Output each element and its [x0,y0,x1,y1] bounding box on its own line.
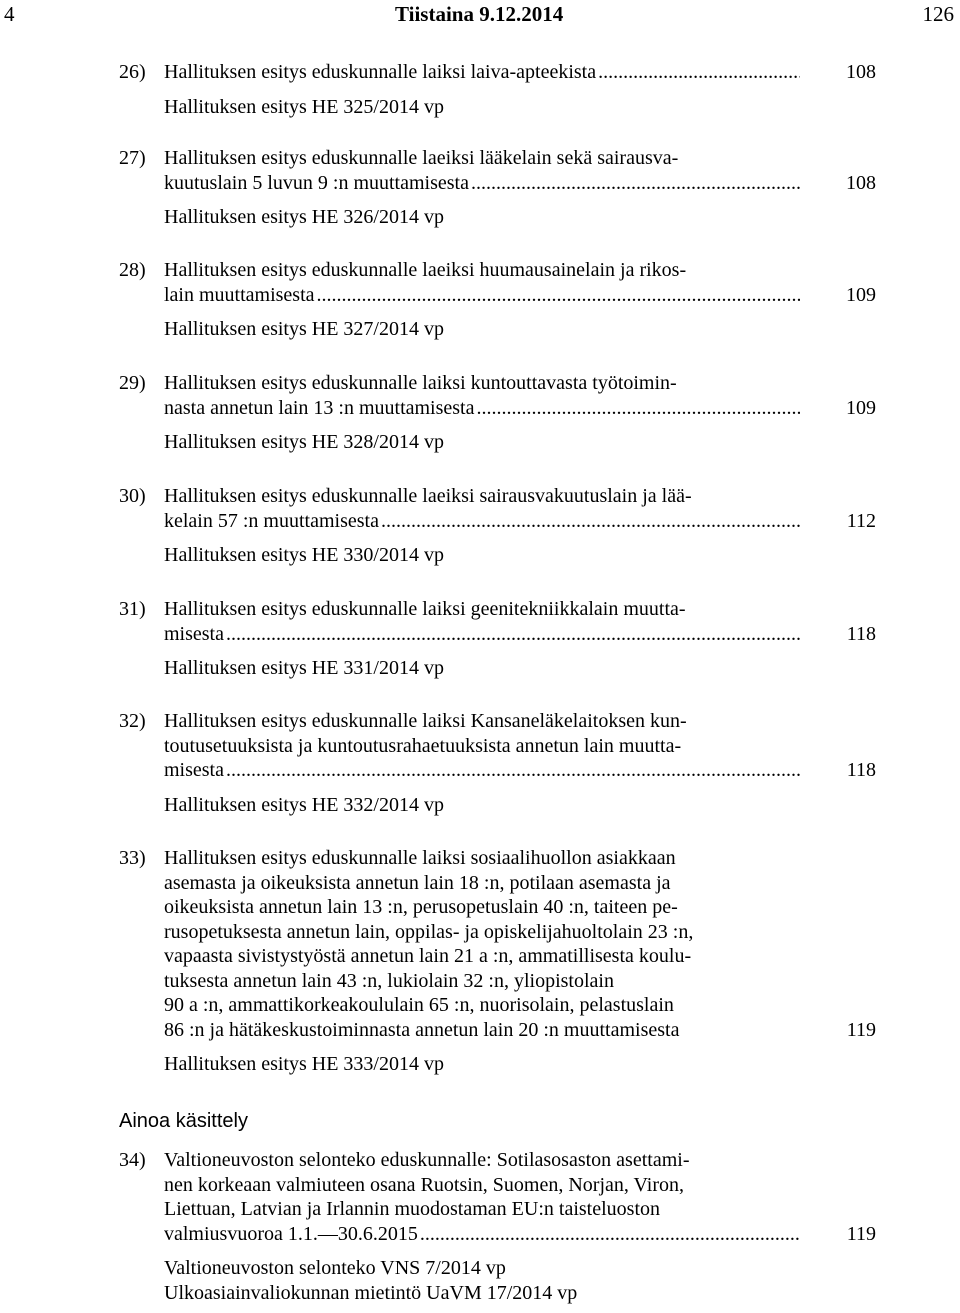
item-title-line: Hallituksen esitys eduskunnalle laiksi kuntouttavasta työtoimin- [164,372,677,394]
agenda-item [119,60,876,119]
item-title-last-line [164,509,800,534]
item-title [164,597,800,646]
leader-dots [226,758,800,783]
item-title-line: misesta [164,622,224,645]
page-number-left: 4 [4,2,15,26]
item-title-line: Hallituksen esitys eduskunnalle laiksi Kansaneläkelaitoksen kun- [164,710,687,732]
item-title [164,146,800,195]
item-page-number: 118 [846,759,876,781]
item-title-line: nen korkeaan valmiuteen osana Ruotsin, Suomen, Norjan, Viron, [164,1173,684,1196]
item-page-number: 109 [846,284,876,306]
item-title-line: oikeuksista annetun lain 13 :n, perusopetuslain 40 :n, taiteen pe- [164,896,678,918]
item-title [164,258,800,307]
item-title-line: nasta annetun lain 13 :n muuttamisesta [164,396,475,419]
item-page-number: 108 [846,172,876,194]
item-title-line: rusopetuksesta annetun lain, oppilas- ja opiskelijahuoltolain 23 :n, [164,920,694,943]
item-title-line: Hallituksen esitys eduskunnalle laeiksi huumausainelain ja rikos- [164,259,687,281]
agenda-item [119,484,876,568]
item-reference: Valtioneuvoston selonteko VNS 7/2014 vp [164,1257,506,1279]
item-page-number: 112 [846,510,876,532]
item-title-last-line [164,171,800,196]
item-reference: Hallituksen esitys HE 333/2014 vp [164,1053,444,1075]
item-number: 29) [119,372,146,394]
leader-dots [226,622,800,647]
section-heading: Ainoa käsittely [119,1110,248,1132]
item-title-last-line [164,396,800,421]
item-number: 28) [119,259,146,281]
agenda-item [119,709,876,817]
leader-dots [381,509,800,534]
item-references [164,543,876,568]
item-reference: Hallituksen esitys HE 331/2014 vp [164,657,444,679]
item-title-line: Hallituksen esitys eduskunnalle laiksi laiva-apteekista [164,61,597,83]
item-number: 32) [119,710,146,732]
item-title-line: lain muuttamisesta [164,283,315,306]
item-title-line: kelain 57 :n muuttamisesta [164,509,379,532]
agenda-item [119,1148,876,1305]
leader-dots [598,60,800,85]
item-title-last-line [164,60,800,85]
item-page-number: 118 [846,623,876,645]
agenda-item [119,846,876,1077]
item-references [164,793,876,818]
item-references [164,1256,876,1305]
item-title-line: Hallituksen esitys eduskunnalle laeiksi sairausvakuutuslain ja lää- [164,485,692,507]
leader-dots [477,396,801,421]
item-references [164,95,876,120]
page-number-right: 126 [922,2,954,26]
item-title-line: Hallituksen esitys eduskunnalle laeiksi lääkelain sekä sairausva- [164,147,679,169]
item-title-line: kuutuslain 5 luvun 9 :n muuttamisesta [164,171,469,194]
item-title-line: vapaasta sivistystyöstä annetun lain 21 a :n, ammatillisesta koulu- [164,945,692,967]
leader-dots [471,171,800,196]
item-number: 30) [119,485,146,507]
item-title-line: Hallituksen esitys eduskunnalle laiksi geenitekniikkalain muutta- [164,598,686,620]
agenda-item [119,258,876,342]
item-title-line: Liettuan, Latvian ja Irlannin muodostaman EU:n taisteluoston [164,1198,660,1220]
item-title-line: tuksesta annetun lain 43 :n, lukiolain 32 :n, yliopistolain [164,969,614,992]
item-title [164,371,800,420]
item-title-line: Valtioneuvoston selonteko eduskunnalle: Sotilasosaston asettami- [164,1149,690,1171]
item-title-last-line [164,283,800,308]
item-title [164,484,800,533]
item-number: 27) [119,147,146,169]
item-number: 31) [119,598,146,620]
item-title-last-line [164,1018,800,1043]
page-date-heading: Tiistaina 9.12.2014 [395,2,564,26]
item-title-line: misesta [164,759,224,781]
item-title-line: asemasta ja oikeuksista annetun lain 18 :n, potilaan asemasta ja [164,871,671,894]
item-title [164,709,800,783]
leader-dots [420,1222,800,1247]
item-title-last-line [164,1222,800,1247]
item-references [164,430,876,455]
item-title-line: 86 :n ja hätäkeskustoiminnasta annetun lain 20 :n muuttamisesta [164,1018,680,1041]
item-references [164,317,876,342]
item-title-line: valmiusvuoroa 1.1.—30.6.2015 [164,1222,418,1245]
item-reference: Hallituksen esitys HE 326/2014 vp [164,206,444,228]
leader-dots [317,283,800,308]
item-number: 33) [119,847,146,869]
item-title-line: 90 a :n, ammattikorkeakoululain 65 :n, nuorisolain, pelastuslain [164,994,674,1016]
agenda-item [119,146,876,230]
item-title-last-line [164,758,800,783]
item-reference: Hallituksen esitys HE 328/2014 vp [164,431,444,453]
item-page-number: 108 [846,61,876,83]
item-reference: Hallituksen esitys HE 330/2014 vp [164,544,444,566]
agenda-item [119,597,876,681]
item-title [164,60,800,85]
agenda-item [119,371,876,455]
item-page-number: 119 [846,1019,876,1041]
item-references [164,205,876,230]
item-number: 26) [119,61,146,83]
item-page-number: 109 [846,397,876,419]
item-reference: Hallituksen esitys HE 332/2014 vp [164,793,444,816]
item-title-line: toutusetuuksista ja kuntoutusrahaetuuksista annetun lain muutta- [164,734,682,757]
item-title-line: Hallituksen esitys eduskunnalle laiksi sosiaalihuollon asiakkaan [164,847,676,869]
item-page-number: 119 [846,1223,876,1245]
item-reference: Hallituksen esitys HE 325/2014 vp [164,95,444,118]
item-reference: Ulkoasiainvaliokunnan mietintö UaVM 17/2014 vp [164,1281,578,1304]
item-references [164,656,876,681]
item-references [164,1052,876,1077]
item-title [164,1148,800,1246]
item-title [164,846,800,1042]
item-number: 34) [119,1149,146,1171]
item-reference: Hallituksen esitys HE 327/2014 vp [164,318,444,340]
item-title-last-line [164,622,800,647]
